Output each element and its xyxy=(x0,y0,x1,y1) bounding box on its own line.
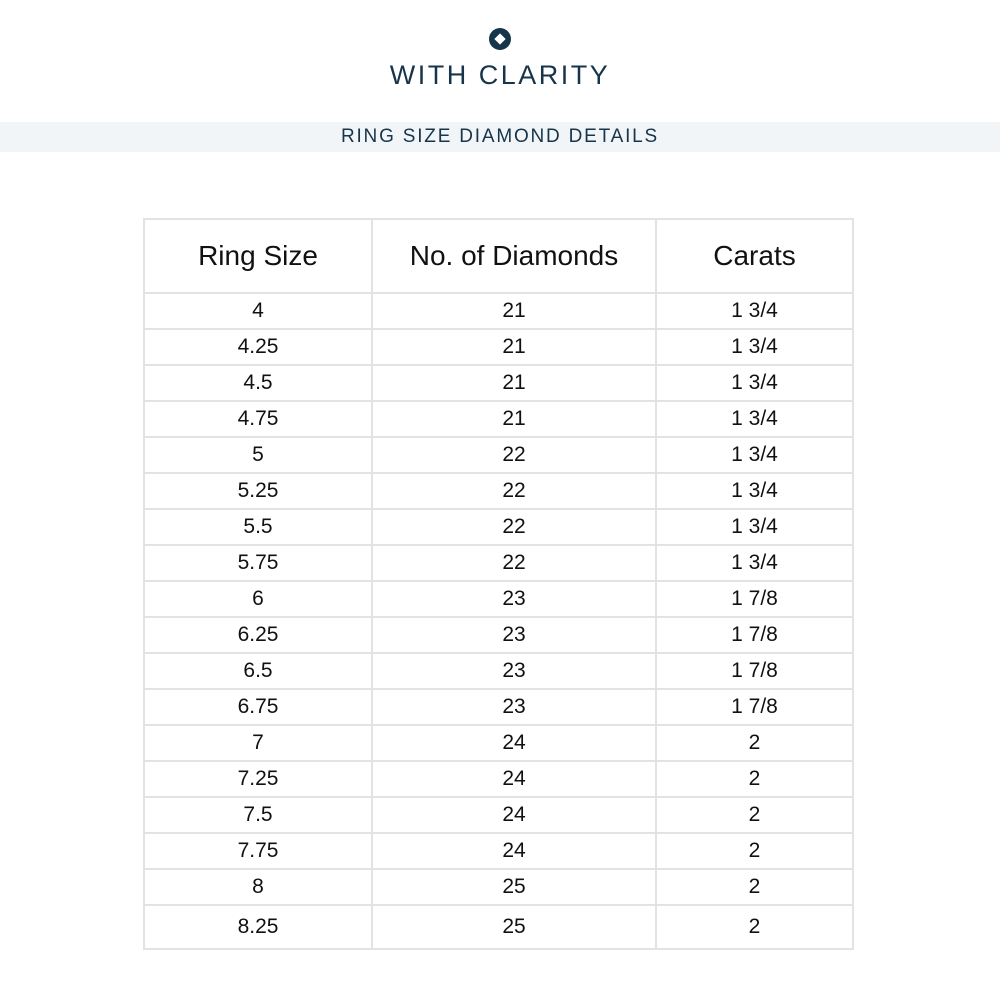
ring-size-cell: 7 xyxy=(144,725,372,761)
ring-size-cell: 7.25 xyxy=(144,761,372,797)
diamond-count-cell: 24 xyxy=(372,725,656,761)
table-row xyxy=(144,365,853,401)
table-row xyxy=(144,689,853,725)
carats-cell: 1 3/4 xyxy=(656,509,853,545)
carats-cell: 1 3/4 xyxy=(656,293,853,329)
ring-size-cell: 4.25 xyxy=(144,329,372,365)
carats-cell: 1 7/8 xyxy=(656,581,853,617)
diamond-count-cell: 23 xyxy=(372,617,656,653)
ring-size-cell: 7.5 xyxy=(144,797,372,833)
carats-cell: 1 7/8 xyxy=(656,617,853,653)
ring-size-cell: 5.5 xyxy=(144,509,372,545)
carats-cell: 1 3/4 xyxy=(656,437,853,473)
ring-size-cell: 6.25 xyxy=(144,617,372,653)
diamond-count-cell: 22 xyxy=(372,545,656,581)
diamond-count-cell: 21 xyxy=(372,401,656,437)
table-row xyxy=(144,509,853,545)
diamond-shape xyxy=(494,33,505,44)
ring-size-cell: 4.75 xyxy=(144,401,372,437)
table-row xyxy=(144,437,853,473)
table-row xyxy=(144,581,853,617)
diamond-count-cell: 24 xyxy=(372,761,656,797)
ring-size-cell: 5.75 xyxy=(144,545,372,581)
table-row xyxy=(144,329,853,365)
ring-size-cell: 4 xyxy=(144,293,372,329)
table-row xyxy=(144,869,853,905)
diamond-count-cell: 24 xyxy=(372,797,656,833)
ring-size-cell: 8 xyxy=(144,869,372,905)
table-row xyxy=(144,725,853,761)
diamond-count-cell: 22 xyxy=(372,509,656,545)
carats-cell: 1 7/8 xyxy=(656,689,853,725)
diamond-count-cell: 21 xyxy=(372,293,656,329)
carats-cell: 2 xyxy=(656,761,853,797)
ring-size-table xyxy=(143,218,854,950)
page-title: RING SIZE DIAMOND DETAILS xyxy=(340,126,660,147)
diamond-circle-icon xyxy=(489,28,511,50)
carats-cell: 2 xyxy=(656,905,853,949)
diamond-count-cell: 24 xyxy=(372,833,656,869)
carats-cell: 1 3/4 xyxy=(656,401,853,437)
table-row xyxy=(144,401,853,437)
carats-cell: 2 xyxy=(656,725,853,761)
table-row xyxy=(144,617,853,653)
ring-size-cell: 6.75 xyxy=(144,689,372,725)
header-carats: Carats xyxy=(656,219,853,293)
ring-size-cell: 5.25 xyxy=(144,473,372,509)
carats-cell: 2 xyxy=(656,833,853,869)
brand-name: WITH CLARITY xyxy=(389,60,611,90)
diamond-count-cell: 23 xyxy=(372,581,656,617)
diamond-count-cell: 21 xyxy=(372,329,656,365)
table-row xyxy=(144,761,853,797)
table-row xyxy=(144,293,853,329)
header-no-of-diamonds: No. of Diamonds xyxy=(372,219,656,293)
diamond-count-cell: 23 xyxy=(372,653,656,689)
diamond-count-cell: 22 xyxy=(372,437,656,473)
ring-size-cell: 8.25 xyxy=(144,905,372,949)
table-row xyxy=(144,833,853,869)
carats-cell: 1 3/4 xyxy=(656,365,853,401)
carats-cell: 1 3/4 xyxy=(656,329,853,365)
carats-cell: 2 xyxy=(656,797,853,833)
carats-cell: 2 xyxy=(656,869,853,905)
diamond-count-cell: 23 xyxy=(372,689,656,725)
ring-size-cell: 5 xyxy=(144,437,372,473)
table-header-row xyxy=(144,219,853,293)
diamond-count-cell: 25 xyxy=(372,905,656,949)
ring-size-cell: 6.5 xyxy=(144,653,372,689)
carats-cell: 1 7/8 xyxy=(656,653,853,689)
table-row xyxy=(144,473,853,509)
carats-cell: 1 3/4 xyxy=(656,473,853,509)
diamond-count-cell: 22 xyxy=(372,473,656,509)
ring-size-cell: 4.5 xyxy=(144,365,372,401)
ring-size-cell: 7.75 xyxy=(144,833,372,869)
table-row xyxy=(144,797,853,833)
table-row xyxy=(144,905,853,949)
carats-cell: 1 3/4 xyxy=(656,545,853,581)
diamond-count-cell: 25 xyxy=(372,869,656,905)
ring-size-cell: 6 xyxy=(144,581,372,617)
diamond-count-cell: 21 xyxy=(372,365,656,401)
header-ring-size: Ring Size xyxy=(144,219,372,293)
table-row xyxy=(144,653,853,689)
table-row xyxy=(144,545,853,581)
